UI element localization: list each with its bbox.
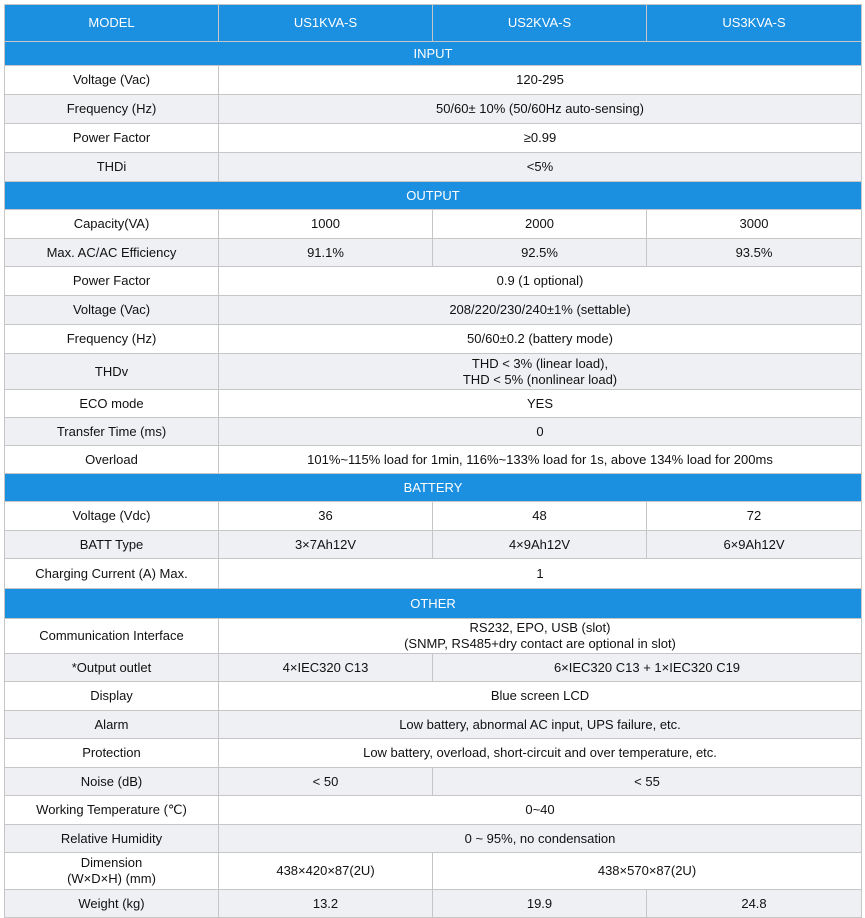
row-output-capacity (5, 210, 862, 239)
section-title: OTHER (5, 589, 862, 619)
row-battery-type (5, 531, 862, 559)
row-value-23: 438×570×87(2U) (433, 853, 862, 890)
row-label: THDv (5, 354, 219, 390)
row-value-1: 438×420×87(2U) (219, 853, 433, 890)
comm-line-1: RS232, EPO, USB (slot) (469, 620, 611, 635)
row-value (219, 619, 862, 654)
row-label: Frequency (Hz) (5, 95, 219, 124)
row-label: Max. AC/AC Efficiency (5, 239, 219, 267)
row-label: Voltage (Vdc) (5, 502, 219, 531)
row-input-power-factor (5, 124, 862, 153)
row-value: 0 ~ 95%, no condensation (219, 825, 862, 853)
row-value: <5% (219, 153, 862, 182)
row-value-2: 4×9Ah12V (433, 531, 647, 559)
row-value-1: 91.1% (219, 239, 433, 267)
row-output-transfer (5, 418, 862, 446)
row-value: 0 (219, 418, 862, 446)
row-label: *Output outlet (5, 654, 219, 682)
row-other-display (5, 682, 862, 711)
row-label: BATT Type (5, 531, 219, 559)
section-title: OUTPUT (5, 182, 862, 210)
row-label: Alarm (5, 711, 219, 739)
row-value: 50/60± 10% (50/60Hz auto-sensing) (219, 95, 862, 124)
row-value-3: 6×9Ah12V (647, 531, 862, 559)
section-title: INPUT (5, 42, 862, 66)
row-value: 0.9 (1 optional) (219, 267, 862, 296)
row-label: Protection (5, 739, 219, 768)
section-battery (5, 474, 862, 502)
row-label: Power Factor (5, 267, 219, 296)
thdv-line-2: THD < 5% (nonlinear load) (462, 371, 618, 387)
section-output (5, 182, 862, 210)
section-other (5, 589, 862, 619)
row-value-3: 72 (647, 502, 862, 531)
row-value: YES (219, 390, 862, 418)
row-output-efficiency (5, 239, 862, 267)
row-value-1: 4×IEC320 C13 (219, 654, 433, 682)
row-label: Weight (kg) (5, 890, 219, 918)
row-value-23: 6×IEC320 C13 + 1×IEC320 C19 (433, 654, 862, 682)
row-output-frequency (5, 325, 862, 354)
section-input (5, 42, 862, 66)
header-model-1: US1KVA-S (219, 5, 433, 42)
row-label: Communication Interface (5, 619, 219, 654)
row-value-2: 92.5% (433, 239, 647, 267)
row-label: ECO mode (5, 390, 219, 418)
row-value-1: 3×7Ah12V (219, 531, 433, 559)
row-label: Display (5, 682, 219, 711)
row-label: Charging Current (A) Max. (5, 559, 219, 589)
row-label: Voltage (Vac) (5, 66, 219, 95)
spec-table (4, 4, 862, 918)
row-value-1: 36 (219, 502, 433, 531)
row-label: Frequency (Hz) (5, 325, 219, 354)
row-output-thdv (5, 354, 862, 390)
row-label (5, 853, 219, 890)
row-value: Low battery, overload, short-circuit and over temperature, etc. (219, 739, 862, 768)
row-value: 101%~115% load for 1min, 116%~133% load for 1s, above 134% load for 200ms (219, 446, 862, 474)
row-label: Voltage (Vac) (5, 296, 219, 325)
header-model-3: US3KVA-S (647, 5, 862, 42)
row-label: Overload (5, 446, 219, 474)
row-output-eco (5, 390, 862, 418)
row-value: Blue screen LCD (219, 682, 862, 711)
section-title: BATTERY (5, 474, 862, 502)
row-value-23: < 55 (433, 768, 862, 796)
row-value-1: < 50 (219, 768, 433, 796)
row-other-noise (5, 768, 862, 796)
row-value: 0~40 (219, 796, 862, 825)
row-value: ≥0.99 (219, 124, 862, 153)
row-label: Capacity(VA) (5, 210, 219, 239)
row-label: Relative Humidity (5, 825, 219, 853)
thdv-line-1: THD < 3% (linear load), (471, 355, 609, 371)
row-label: THDi (5, 153, 219, 182)
header-row (5, 5, 862, 42)
row-other-dimension (5, 853, 862, 890)
row-value: 50/60±0.2 (battery mode) (219, 325, 862, 354)
row-value: 208/220/230/240±1% (settable) (219, 296, 862, 325)
row-value-3: 24.8 (647, 890, 862, 918)
dimension-label-line-2: (W×D×H) (mm) (67, 871, 156, 886)
row-battery-charging (5, 559, 862, 589)
row-value-2: 19.9 (433, 890, 647, 918)
row-label: Working Temperature (℃) (5, 796, 219, 825)
row-other-humidity (5, 825, 862, 853)
row-value-3: 3000 (647, 210, 862, 239)
row-other-alarm (5, 711, 862, 739)
row-value: 120-295 (219, 66, 862, 95)
row-battery-voltage (5, 502, 862, 531)
row-other-outlet (5, 654, 862, 682)
row-input-frequency (5, 95, 862, 124)
row-label: Transfer Time (ms) (5, 418, 219, 446)
row-output-voltage (5, 296, 862, 325)
row-input-voltage (5, 66, 862, 95)
row-output-power-factor (5, 267, 862, 296)
row-value: 1 (219, 559, 862, 589)
row-other-comm (5, 619, 862, 654)
row-value-2: 48 (433, 502, 647, 531)
row-output-overload (5, 446, 862, 474)
row-value-3: 93.5% (647, 239, 862, 267)
row-input-thdi (5, 153, 862, 182)
row-other-weight (5, 890, 862, 918)
row-value: Low battery, abnormal AC input, UPS failure, etc. (219, 711, 862, 739)
row-label: Power Factor (5, 124, 219, 153)
row-value (219, 354, 862, 390)
comm-line-2: (SNMP, RS485+dry contact are optional in slot) (404, 636, 676, 651)
row-other-protection (5, 739, 862, 768)
row-other-temperature (5, 796, 862, 825)
header-model: MODEL (5, 5, 219, 42)
row-value-1: 13.2 (219, 890, 433, 918)
row-value-1: 1000 (219, 210, 433, 239)
row-label: Noise (dB) (5, 768, 219, 796)
dimension-label-line-1: Dimension (80, 855, 143, 870)
row-value-2: 2000 (433, 210, 647, 239)
header-model-2: US2KVA-S (433, 5, 647, 42)
